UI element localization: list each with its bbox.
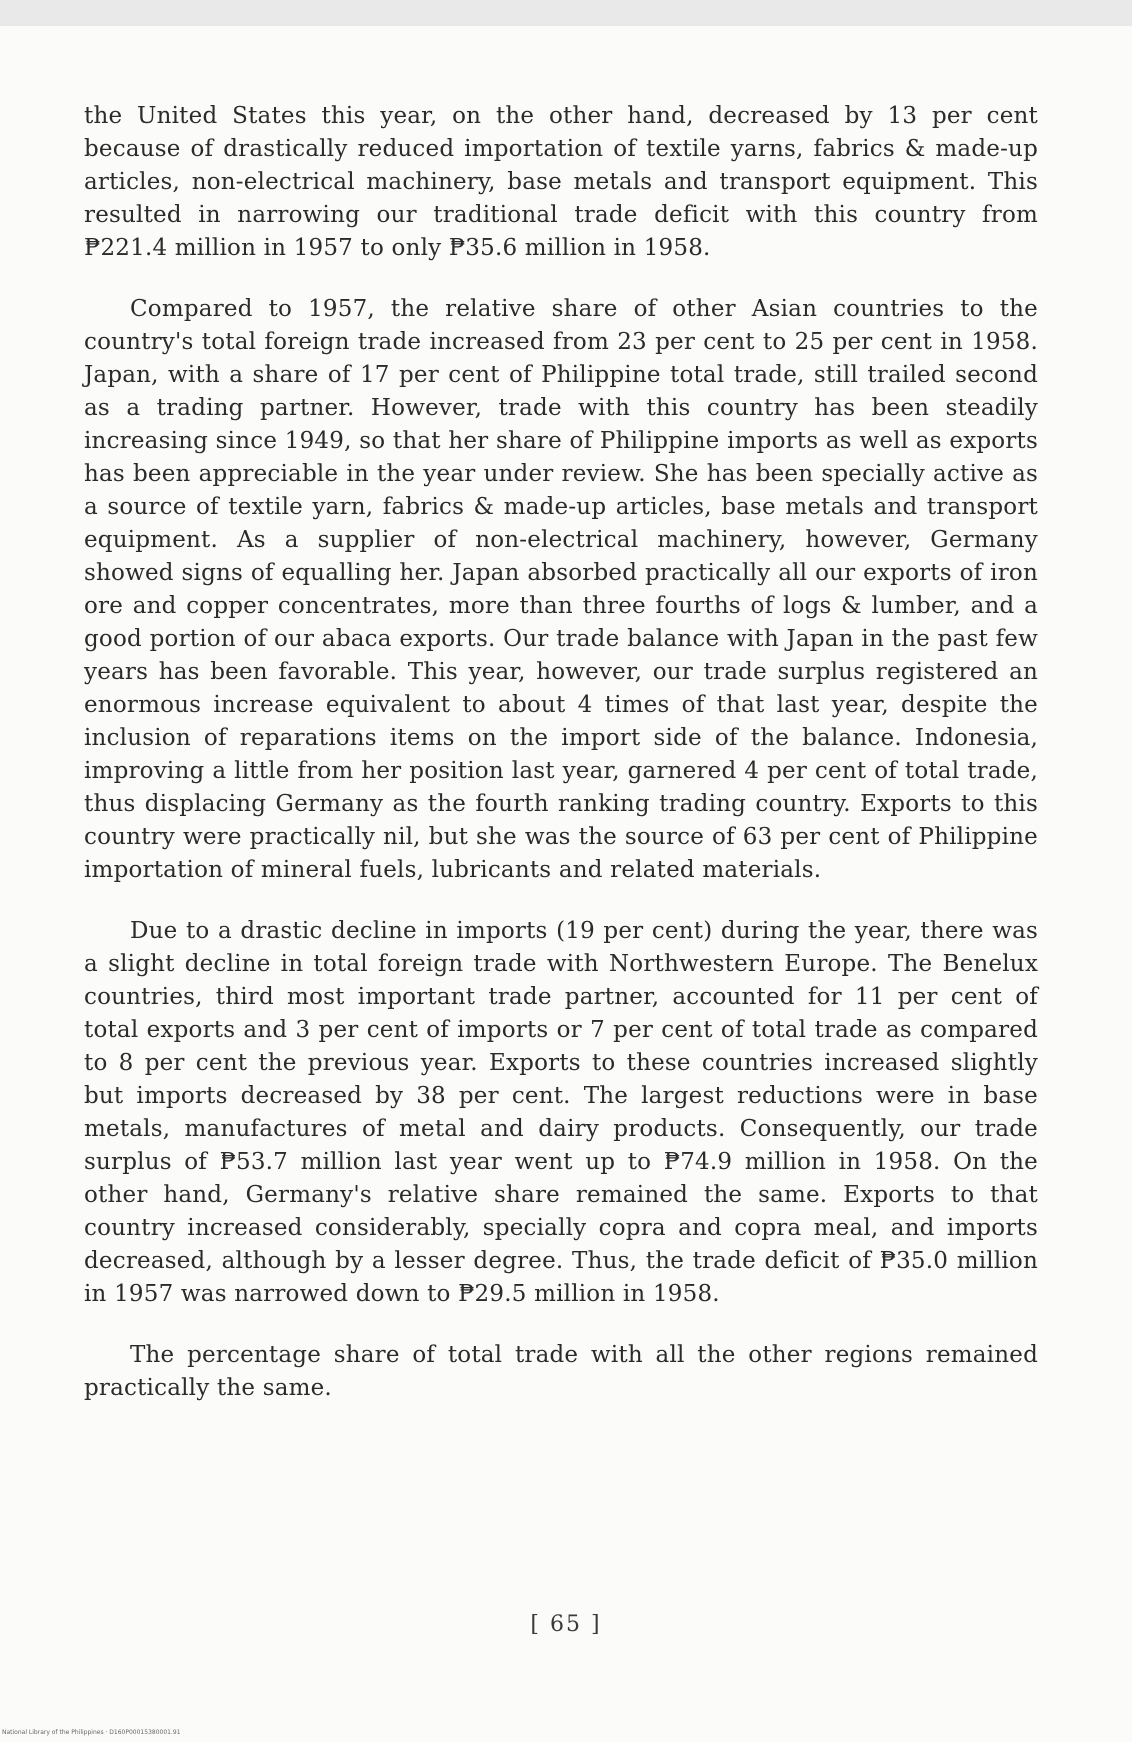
paragraph-northwestern-europe-trade: Due to a drastic decline in imports (19 per cent) during the year, there was a slight decline in total foreign trade with Northwestern Europe. The Benelux countries, third most important trade partner, accounted for 11 per cent of total exports and 3 per cent of imports or 7 per cent of total trade as compared to 8 per cent the previous year. Exports to these countries increased slightly but imports decreased by 38 per cent. The largest reductions were in base metals, manufactures of metal and dairy products. Consequently, our trade surplus of ₱53.7 million last year went up to ₱74.9 million in 1958. On the other hand, Germany's relative share remained the same. Exports to that country increased considerably, specially copra and copra meal, and imports decreased, although by a lesser degree. Thus, the trade deficit of ₱35.0 million in 1957 was narrowed down to ₱29.5 million in 1958. <box>84 918 1038 1307</box>
paragraph-other-regions: The percentage share of total trade with all the other regions remained practically the same. <box>84 1342 1038 1401</box>
document-body <box>84 100 1038 1433</box>
scan-top-band <box>0 0 1132 26</box>
scan-source-caption: National Library of the Philippines · D160P00015380001.91 <box>2 1729 181 1736</box>
page-number: [ 65 ] <box>530 1612 602 1637</box>
paragraph-asian-countries-trade: Compared to 1957, the relative share of other Asian countries to the country's total foreign trade increased from 23 per cent to 25 per cent in 1958. Japan, with a share of 17 per cent of Philippine total trade, still trailed second as a trading partner. However, trade with this country has been steadily increasing since 1949, so that her share of Philippine imports as well as exports has been appreciable in the year under review. She has been specially active as a source of textile yarn, fabrics & made-up articles, base metals and transport equipment. As a supplier of non-electrical machinery, however, Germany showed signs of equalling her. Japan absorbed practically all our exports of iron ore and copper concentrates, more than three fourths of logs & lumber, and a good portion of our abaca exports. Our trade balance with Japan in the past few years has been favorable. This year, however, our trade surplus registered an enormous increase equivalent to about 4 times of that last year, despite the inclusion of reparations items on the import side of the balance. Indonesia, improving a little from her position last year, garnered 4 per cent of total trade, thus displacing Germany as the fourth ranking trading country. Exports to this country were practically nil, but she was the source of 63 per cent of Philippine importation of mineral fuels, lubricants and related materials. <box>84 296 1038 883</box>
paragraph-united-states-trade: the United States this year, on the other hand, decreased by 13 per cent because of drastically reduced importation of textile yarns, fabrics & made-up articles, non-electrical machinery, base metals and transport equipment. This resulted in narrowing our traditional trade deficit with this country from ₱221.4 million in 1957 to only ₱35.6 million in 1958. <box>84 103 1038 261</box>
